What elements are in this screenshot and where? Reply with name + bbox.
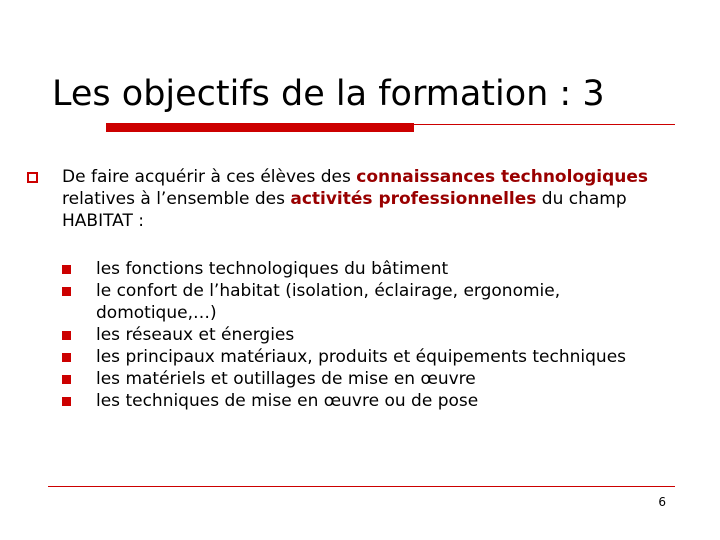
title-underline-thin xyxy=(414,124,675,125)
list-item-text: les principaux matériaux, produits et équipements techniques xyxy=(96,347,627,367)
square-bullet-icon xyxy=(62,287,71,296)
hollow-square-bullet-icon xyxy=(27,172,38,183)
square-bullet-icon xyxy=(62,375,71,384)
list-item-text: le confort de l’habitat (isolation, éclairage, ergonomie, domotique,…) xyxy=(96,281,561,323)
list-item xyxy=(62,258,662,280)
main-bullet-text xyxy=(62,166,672,232)
list-item xyxy=(62,280,662,324)
square-bullet-icon xyxy=(62,353,71,362)
main-bullet-part: relatives à l’ensemble des xyxy=(62,189,291,209)
main-bullet-part: De faire acquérir à ces élèves des xyxy=(62,167,357,187)
title-underline-thick xyxy=(106,123,414,132)
footer-rule xyxy=(48,486,675,487)
list-item-text: les fonctions technologiques du bâtiment xyxy=(96,259,449,279)
list-item-text: les matériels et outillages de mise en œuvre xyxy=(96,369,476,389)
list-item xyxy=(62,346,662,368)
list-item xyxy=(62,324,662,346)
square-bullet-icon xyxy=(62,265,71,274)
list-item xyxy=(62,390,662,412)
highlight-connaissances: connaissances technologiques xyxy=(356,167,649,187)
list-item-text: les techniques de mise en œuvre ou de pose xyxy=(96,391,479,411)
page-number: 6 xyxy=(658,495,666,509)
slide-title: Les objectifs de la formation : 3 xyxy=(52,74,605,114)
highlight-activites: activités professionnelles xyxy=(290,189,537,209)
list-item xyxy=(62,368,662,390)
sub-bullet-list xyxy=(62,258,662,412)
square-bullet-icon xyxy=(62,331,71,340)
square-bullet-icon xyxy=(62,397,71,406)
list-item-text: les réseaux et énergies xyxy=(96,325,295,345)
main-bullet-part: du champ HABITAT : xyxy=(62,189,627,231)
